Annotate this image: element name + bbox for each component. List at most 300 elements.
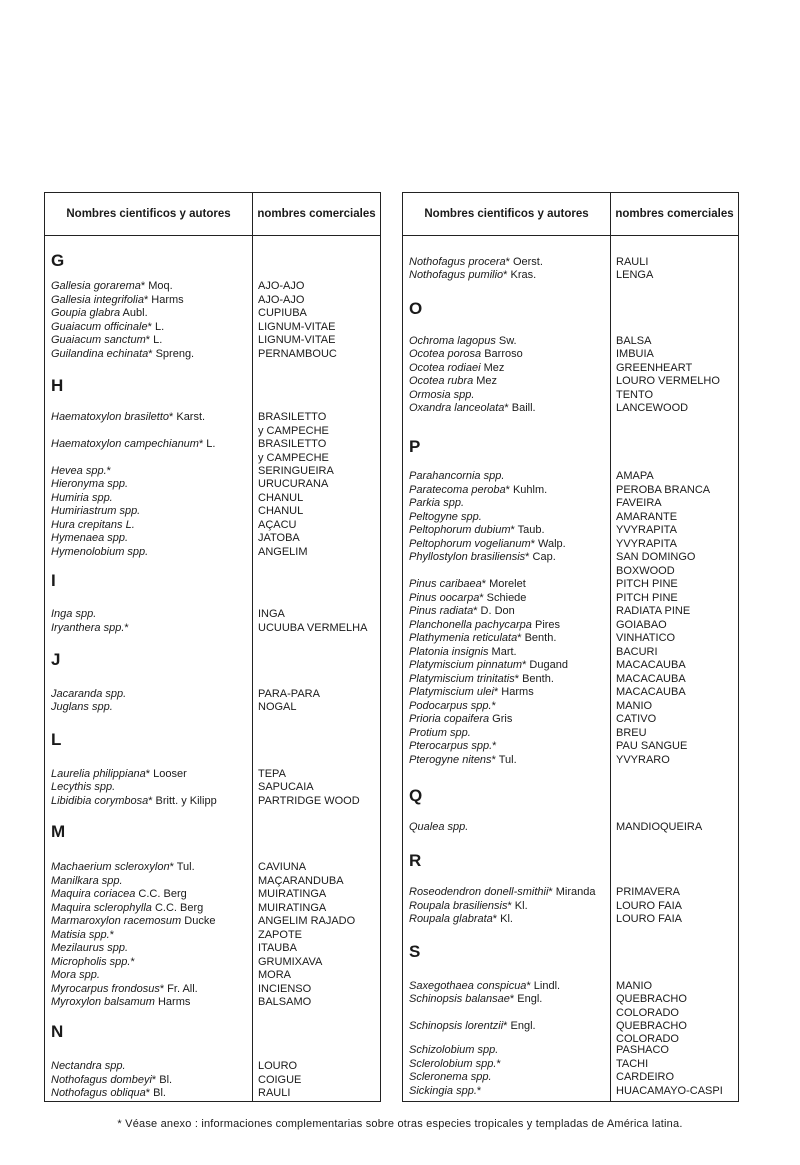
left-species-row	[51, 875, 123, 889]
species-author: * Oerst.	[505, 256, 543, 268]
left-commercial-name: MAÇARANDUBA	[258, 875, 344, 887]
left-species-row	[51, 532, 128, 546]
left-commercial-name: LIGNUM-VITAE	[258, 321, 336, 333]
right-commercial-name: BALSA	[616, 335, 652, 347]
right-commercial-name: BREU	[616, 727, 647, 739]
left-species-row	[51, 280, 173, 294]
header-commercial: nombres comerciales	[257, 208, 376, 220]
right-species-row	[409, 524, 545, 538]
right-commercial-name: AMAPA	[616, 470, 654, 482]
species-name: Myroxylon balsamum	[51, 996, 155, 1008]
left-commercial-name: LIGNUM-VITAE	[258, 334, 336, 346]
species-name: Parahancornia spp.	[409, 470, 505, 482]
right-commercial-name: AMARANTE	[616, 511, 678, 523]
section-letter-p: P	[409, 437, 421, 456]
left-species-row	[51, 701, 113, 715]
right-commercial-name: BACURI	[616, 646, 658, 658]
species-author: * D. Don	[473, 605, 515, 617]
left-species-row	[51, 622, 129, 636]
species-author: * Britt. y Kilipp	[148, 795, 217, 807]
species-name: Phyllostylon brasiliensis	[409, 551, 526, 563]
right-species-row	[409, 348, 523, 362]
right-commercial-name: RAULI	[616, 256, 649, 268]
right-commercial-name: FAVEIRA	[616, 497, 662, 509]
right-commercial-name: GREENHEART	[616, 362, 693, 374]
section-letter-j: J	[51, 650, 61, 669]
left-species-row	[51, 781, 115, 795]
right-commercial-name: PRIMAVERA	[616, 886, 680, 898]
right-commercial-name: MANIO	[616, 980, 653, 992]
species-name: Guilandina echinata	[51, 348, 149, 360]
right-commercial-name: YVYRARO	[616, 754, 670, 766]
right-species-row	[409, 375, 497, 389]
left-commercial-name: SERINGUEIRA	[258, 465, 334, 477]
left-commercial-name: ANGELIM	[258, 546, 308, 558]
species-author: * Schiede	[479, 592, 527, 604]
species-name: Platonia insignis	[409, 646, 489, 658]
species-name: Gallesia gorarema	[51, 280, 141, 292]
right-commercial-name: TENTO	[616, 389, 654, 401]
species-name: Hymenaea spp.	[51, 532, 129, 544]
right-species-row	[409, 470, 504, 484]
right-commercial-name: PASHACO	[616, 1044, 669, 1056]
species-author: * Spreng.	[148, 348, 195, 360]
species-author: *	[130, 956, 135, 968]
left-commercial-name: BRASILETTO	[258, 411, 327, 423]
right-species-row	[409, 389, 474, 403]
species-author: *	[109, 929, 114, 941]
right-species-row	[409, 362, 504, 376]
right-commercial-name: COLORADO	[616, 1033, 679, 1045]
species-name: Micropholis spp.	[51, 956, 131, 968]
species-name: Qualea spp.	[409, 821, 469, 833]
header-scientific: Nombres cientificos y autores	[66, 208, 231, 220]
left-species-row	[51, 996, 190, 1010]
species-author: * Kuhlm.	[505, 484, 548, 496]
left-commercial-name: PARA-PARA	[258, 688, 320, 700]
table-right	[402, 192, 739, 1102]
left-commercial-name: INCIENSO	[258, 983, 312, 995]
species-author: * Harms	[493, 686, 534, 698]
species-name: Nectandra spp.	[51, 1060, 126, 1072]
left-species-row	[51, 983, 198, 997]
species-author: * Karst.	[169, 411, 206, 423]
right-commercial-name: LOURO FAIA	[616, 900, 683, 912]
left-species-row	[51, 888, 187, 902]
right-species-row	[409, 821, 468, 835]
species-name: Roupala glabrata	[409, 913, 493, 925]
right-commercial-name: PEROBA BRANCA	[616, 484, 711, 496]
species-name: Hevea spp.	[51, 465, 107, 477]
species-name: Prioria copaifera	[409, 713, 490, 725]
species-name: Nothofagus dombeyi	[51, 1074, 152, 1086]
species-author: *	[496, 1058, 501, 1070]
species-name: Haematoxylon brasiletto	[51, 411, 170, 423]
left-commercial-name: JATOBA	[258, 532, 300, 544]
section-letter-l: L	[51, 730, 62, 749]
left-species-row	[51, 861, 195, 875]
species-name: Iryanthera spp.	[51, 622, 125, 634]
species-name: Humiriastrum spp.	[51, 505, 141, 517]
right-species-row	[409, 913, 513, 927]
right-commercial-name: LENGA	[616, 269, 654, 281]
species-author: * Looser	[145, 768, 187, 780]
right-species-row	[409, 335, 517, 349]
species-name: Hieronyma spp.	[51, 478, 129, 490]
species-author: Pires	[531, 619, 561, 631]
left-species-row	[51, 969, 100, 983]
species-author: * Kl.	[507, 900, 528, 912]
right-species-row	[409, 402, 536, 416]
left-commercial-name: y CAMPECHE	[258, 425, 329, 437]
species-author: * L.	[147, 321, 165, 333]
right-commercial-name: YVYRAPITA	[616, 538, 677, 550]
species-author: *	[492, 740, 497, 752]
right-species-row	[409, 886, 596, 900]
section-letter-r: R	[409, 851, 422, 870]
left-commercial-name: INGA	[258, 608, 285, 620]
species-author: * Tul.	[169, 861, 195, 873]
species-author: * Walp.	[530, 538, 566, 550]
species-author: * Benth.	[514, 673, 554, 685]
left-species-row	[51, 465, 111, 479]
section-letter-n: N	[51, 1022, 64, 1041]
species-name: Guaiacum officinale	[51, 321, 148, 333]
species-author: * Harms	[143, 294, 184, 306]
species-name: Manilkara spp.	[51, 875, 123, 887]
species-author: Aubl.	[120, 307, 148, 319]
right-commercial-name: QUEBRACHO	[616, 1020, 687, 1032]
right-species-row	[409, 980, 560, 994]
species-name: Saxegothaea conspicua	[409, 980, 527, 992]
left-commercial-name: RAULI	[258, 1087, 291, 1099]
species-author: * Bl.	[151, 1074, 173, 1086]
species-author: * Miranda	[548, 886, 596, 898]
species-name: Inga spp.	[51, 608, 97, 620]
species-name: Hymenolobium spp.	[51, 546, 149, 558]
species-name: Juglans spp.	[51, 701, 113, 713]
species-name: Peltogyne spp.	[409, 511, 482, 523]
species-author: Mez	[473, 375, 498, 387]
left-species-row	[51, 942, 128, 956]
species-name: Oxandra lanceolata	[409, 402, 505, 414]
species-name: Mora spp.	[51, 969, 100, 981]
right-species-row	[409, 1044, 498, 1058]
left-commercial-name: ZAPOTE	[258, 929, 303, 941]
footnote: * Véase anexo : informaciones complementarias sobre otras especies tropicales y templadas de América latina.	[117, 1118, 683, 1130]
right-species-row	[409, 484, 547, 498]
species-author: * Fr. All.	[159, 983, 198, 995]
column-divider	[252, 193, 253, 1101]
section-letter-q: Q	[409, 786, 423, 805]
right-commercial-name: PAU SANGUE	[616, 740, 688, 752]
species-name: Platymiscium trinitatis	[409, 673, 515, 685]
section-letter-s: S	[409, 942, 421, 961]
right-commercial-name: PITCH PINE	[616, 592, 678, 604]
species-author: * Taub.	[510, 524, 545, 536]
species-name: Jacaranda spp.	[51, 688, 127, 700]
species-author: Ducke	[181, 915, 216, 927]
species-name: Maquira coriacea	[51, 888, 136, 900]
right-commercial-name: GOIABAO	[616, 619, 667, 631]
species-name: Ormosia spp.	[409, 389, 475, 401]
species-author: *	[106, 465, 111, 477]
left-species-row	[51, 1060, 126, 1074]
species-name: Libidibia corymbosa	[51, 795, 149, 807]
right-commercial-name: MANIO	[616, 700, 653, 712]
section-letter-g: G	[51, 251, 65, 270]
species-name: Haematoxylon campechianum	[51, 438, 199, 450]
right-species-row	[409, 619, 560, 633]
species-name: Pterogyne nitens	[409, 754, 492, 766]
left-species-row	[51, 334, 162, 348]
right-commercial-name: YVYRAPITA	[616, 524, 677, 536]
species-author: C.C. Berg	[151, 902, 204, 914]
right-species-row	[409, 686, 534, 700]
left-species-row	[51, 902, 203, 916]
left-commercial-name: GRUMIXAVA	[258, 956, 323, 968]
right-species-row	[409, 727, 471, 741]
species-name: Nothofagus pumilio	[409, 269, 504, 281]
species-name: Mezilaurus spp.	[51, 942, 129, 954]
species-name: Pterocarpus spp.	[409, 740, 493, 752]
section-letter-i: I	[51, 571, 56, 590]
species-name: Matisia spp.	[51, 929, 110, 941]
right-species-row	[409, 592, 526, 606]
left-commercial-name: MORA	[258, 969, 291, 981]
species-author: * Tul.	[491, 754, 517, 766]
species-author: * Lindl.	[526, 980, 561, 992]
species-author: Sw.	[495, 335, 517, 347]
species-author: * Benth.	[517, 632, 557, 644]
right-commercial-name: MACACAUBA	[616, 686, 686, 698]
left-commercial-name: AÇACU	[258, 519, 297, 531]
species-name: Schinopsis lorentzii	[409, 1020, 504, 1032]
right-commercial-name: IMBUIA	[616, 348, 654, 360]
left-species-row	[51, 438, 215, 452]
species-name: Paratecoma peroba	[409, 484, 506, 496]
species-name: Gallesia integrifolia	[51, 294, 144, 306]
species-author: *	[491, 700, 496, 712]
species-name: Platymiscium ulei	[409, 686, 494, 698]
left-commercial-name: PARTRIDGE WOOD	[258, 795, 360, 807]
species-name: Scleronema spp.	[409, 1071, 492, 1083]
species-author: Mart.	[488, 646, 517, 658]
species-name: Protium spp.	[409, 727, 471, 739]
left-commercial-name: ITAUBA	[258, 942, 297, 954]
left-species-row	[51, 294, 184, 308]
species-name: Nothofagus obliqua	[51, 1087, 146, 1099]
species-name: Roseodendron donell-smithii	[409, 886, 549, 898]
left-commercial-name: UCUUBA VERMELHA	[258, 622, 368, 634]
species-name: Ocotea rodiaei	[409, 362, 481, 374]
left-species-row	[51, 768, 187, 782]
right-commercial-name: LOURO FAIA	[616, 913, 683, 925]
right-commercial-name: BOXWOOD	[616, 565, 675, 577]
left-commercial-name: MUIRATINGA	[258, 902, 327, 914]
right-species-row	[409, 673, 554, 687]
species-name: Ocotea porosa	[409, 348, 482, 360]
right-commercial-name: LOURO VERMELHO	[616, 375, 720, 387]
right-species-row	[409, 1020, 536, 1034]
right-commercial-name: HUACAMAYO-CASPI	[616, 1085, 723, 1097]
left-commercial-name: CUPIUBA	[258, 307, 307, 319]
species-name: Schizolobium spp.	[409, 1044, 499, 1056]
section-letter-h: H	[51, 376, 64, 395]
left-commercial-name: SAPUCAIA	[258, 781, 314, 793]
right-species-row	[409, 578, 526, 592]
species-name: Ocotea rubra	[409, 375, 474, 387]
table-left	[44, 192, 381, 1102]
left-species-row	[51, 608, 96, 622]
species-name: Sickingia spp.	[409, 1085, 477, 1097]
left-species-row	[51, 1074, 172, 1088]
left-species-row	[51, 1087, 166, 1101]
right-species-row	[409, 538, 566, 552]
species-author: * Dugand	[522, 659, 568, 671]
left-commercial-name: y CAMPECHE	[258, 452, 329, 464]
right-species-row	[409, 1085, 481, 1099]
species-author: * L.	[198, 438, 216, 450]
right-species-row	[409, 1058, 501, 1072]
species-author: * Moq.	[140, 280, 173, 292]
column-divider	[610, 193, 611, 1101]
right-species-row	[409, 646, 517, 660]
right-species-row	[409, 632, 556, 646]
right-species-row	[409, 740, 496, 754]
left-commercial-name: BALSAMO	[258, 996, 312, 1008]
species-name: Schinopsis balansae	[409, 993, 510, 1005]
right-species-row	[409, 659, 568, 673]
right-commercial-name: MANDIOQUEIRA	[616, 821, 703, 833]
right-commercial-name: COLORADO	[616, 1007, 679, 1019]
species-author: * Cap.	[525, 551, 556, 563]
left-species-row	[51, 956, 135, 970]
right-species-row	[409, 551, 556, 565]
right-commercial-name: QUEBRACHO	[616, 993, 687, 1005]
species-author: C.C. Berg	[135, 888, 187, 900]
left-species-row	[51, 688, 126, 702]
species-name: Hura crepitans L.	[51, 519, 135, 531]
left-commercial-name: BRASILETTO	[258, 438, 327, 450]
left-commercial-name: CHANUL	[258, 492, 304, 504]
right-commercial-name: SAN DOMINGO	[616, 551, 696, 563]
left-species-row	[51, 795, 217, 809]
species-name: Humiria spp.	[51, 492, 113, 504]
species-author: * L.	[145, 334, 163, 346]
right-species-row	[409, 269, 536, 283]
right-species-row	[409, 511, 482, 525]
species-name: Sclerolobium spp.	[409, 1058, 497, 1070]
left-commercial-name: CAVIUNA	[258, 861, 307, 873]
header-scientific: Nombres cientificos y autores	[424, 208, 589, 220]
species-author: * Bl.	[145, 1087, 166, 1099]
species-name: Roupala brasiliensis	[409, 900, 508, 912]
species-name: Myrocarpus frondosus	[51, 983, 160, 995]
left-commercial-name: URUCURANA	[258, 478, 329, 490]
section-letter-o: O	[409, 299, 423, 318]
left-species-row	[51, 348, 194, 362]
right-species-row	[409, 900, 528, 914]
left-species-row	[51, 929, 114, 943]
left-commercial-name: NOGAL	[258, 701, 297, 713]
species-author: Gris	[489, 713, 513, 725]
right-commercial-name: VINHATICO	[616, 632, 676, 644]
species-author: Harms	[154, 996, 191, 1008]
right-commercial-name: PITCH PINE	[616, 578, 678, 590]
species-name: Peltophorum dubium	[409, 524, 511, 536]
species-author: * Engl.	[503, 1020, 536, 1032]
left-commercial-name: AJO-AJO	[258, 280, 305, 292]
left-commercial-name: ANGELIM RAJADO	[258, 915, 356, 927]
right-commercial-name: CARDEIRO	[616, 1071, 675, 1083]
right-commercial-name: LANCEWOOD	[616, 402, 689, 414]
species-author: Barroso	[481, 348, 523, 360]
species-name: Machaerium scleroxylon	[51, 861, 170, 873]
right-species-row	[409, 497, 464, 511]
species-name: Marmaroxylon racemosum	[51, 915, 182, 927]
right-species-row	[409, 605, 515, 619]
species-name: Guaiacum sanctum	[51, 334, 146, 346]
species-author: * Engl.	[509, 993, 543, 1005]
right-species-row	[409, 993, 542, 1007]
species-author: * Morelet	[481, 578, 526, 590]
left-species-row	[51, 492, 113, 506]
left-commercial-name: MUIRATINGA	[258, 888, 327, 900]
table-left-header	[45, 193, 380, 236]
species-author: *	[124, 622, 129, 634]
species-author: *	[476, 1085, 482, 1097]
right-commercial-name: RADIATA PINE	[616, 605, 691, 617]
right-species-row	[409, 713, 512, 727]
species-author: * Kl.	[492, 913, 513, 925]
species-name: Pinus radiata	[409, 605, 474, 617]
left-commercial-name: LOURO	[258, 1060, 298, 1072]
table-right-header	[403, 193, 738, 236]
right-species-row	[409, 754, 517, 768]
species-name: Platymiscium pinnatum	[409, 659, 523, 671]
species-name: Nothofagus procera	[409, 256, 506, 268]
species-name: Pinus oocarpa	[409, 592, 480, 604]
right-commercial-name: TACHI	[616, 1058, 649, 1070]
left-species-row	[51, 411, 205, 425]
left-species-row	[51, 505, 140, 519]
right-species-row	[409, 700, 496, 714]
species-name: Podocarpus spp.	[409, 700, 492, 712]
species-name: Maquira sclerophylla	[51, 902, 152, 914]
species-name: Laurelia philippiana	[51, 768, 146, 780]
species-name: Ochroma lagopus	[409, 335, 496, 347]
right-species-row	[409, 1071, 492, 1085]
species-name: Lecythis spp.	[51, 781, 116, 793]
left-species-row	[51, 915, 215, 929]
left-commercial-name: PERNAMBOUC	[258, 348, 337, 360]
species-author: * Baill.	[504, 402, 536, 414]
right-commercial-name: CATIVO	[616, 713, 657, 725]
species-name: Plathymenia reticulata	[409, 632, 518, 644]
left-commercial-name: CHANUL	[258, 505, 304, 517]
left-commercial-name: TEPA	[258, 768, 286, 780]
species-name: Pinus caribaea	[409, 578, 482, 590]
species-author: Mez	[480, 362, 505, 374]
left-species-row	[51, 546, 148, 560]
right-commercial-name: MACACAUBA	[616, 673, 686, 685]
header-commercial: nombres comerciales	[615, 208, 734, 220]
left-species-row	[51, 321, 164, 335]
right-species-row	[409, 256, 543, 270]
species-name: Planchonella pachycarpa	[409, 619, 532, 631]
species-name: Parkia spp.	[409, 497, 465, 509]
